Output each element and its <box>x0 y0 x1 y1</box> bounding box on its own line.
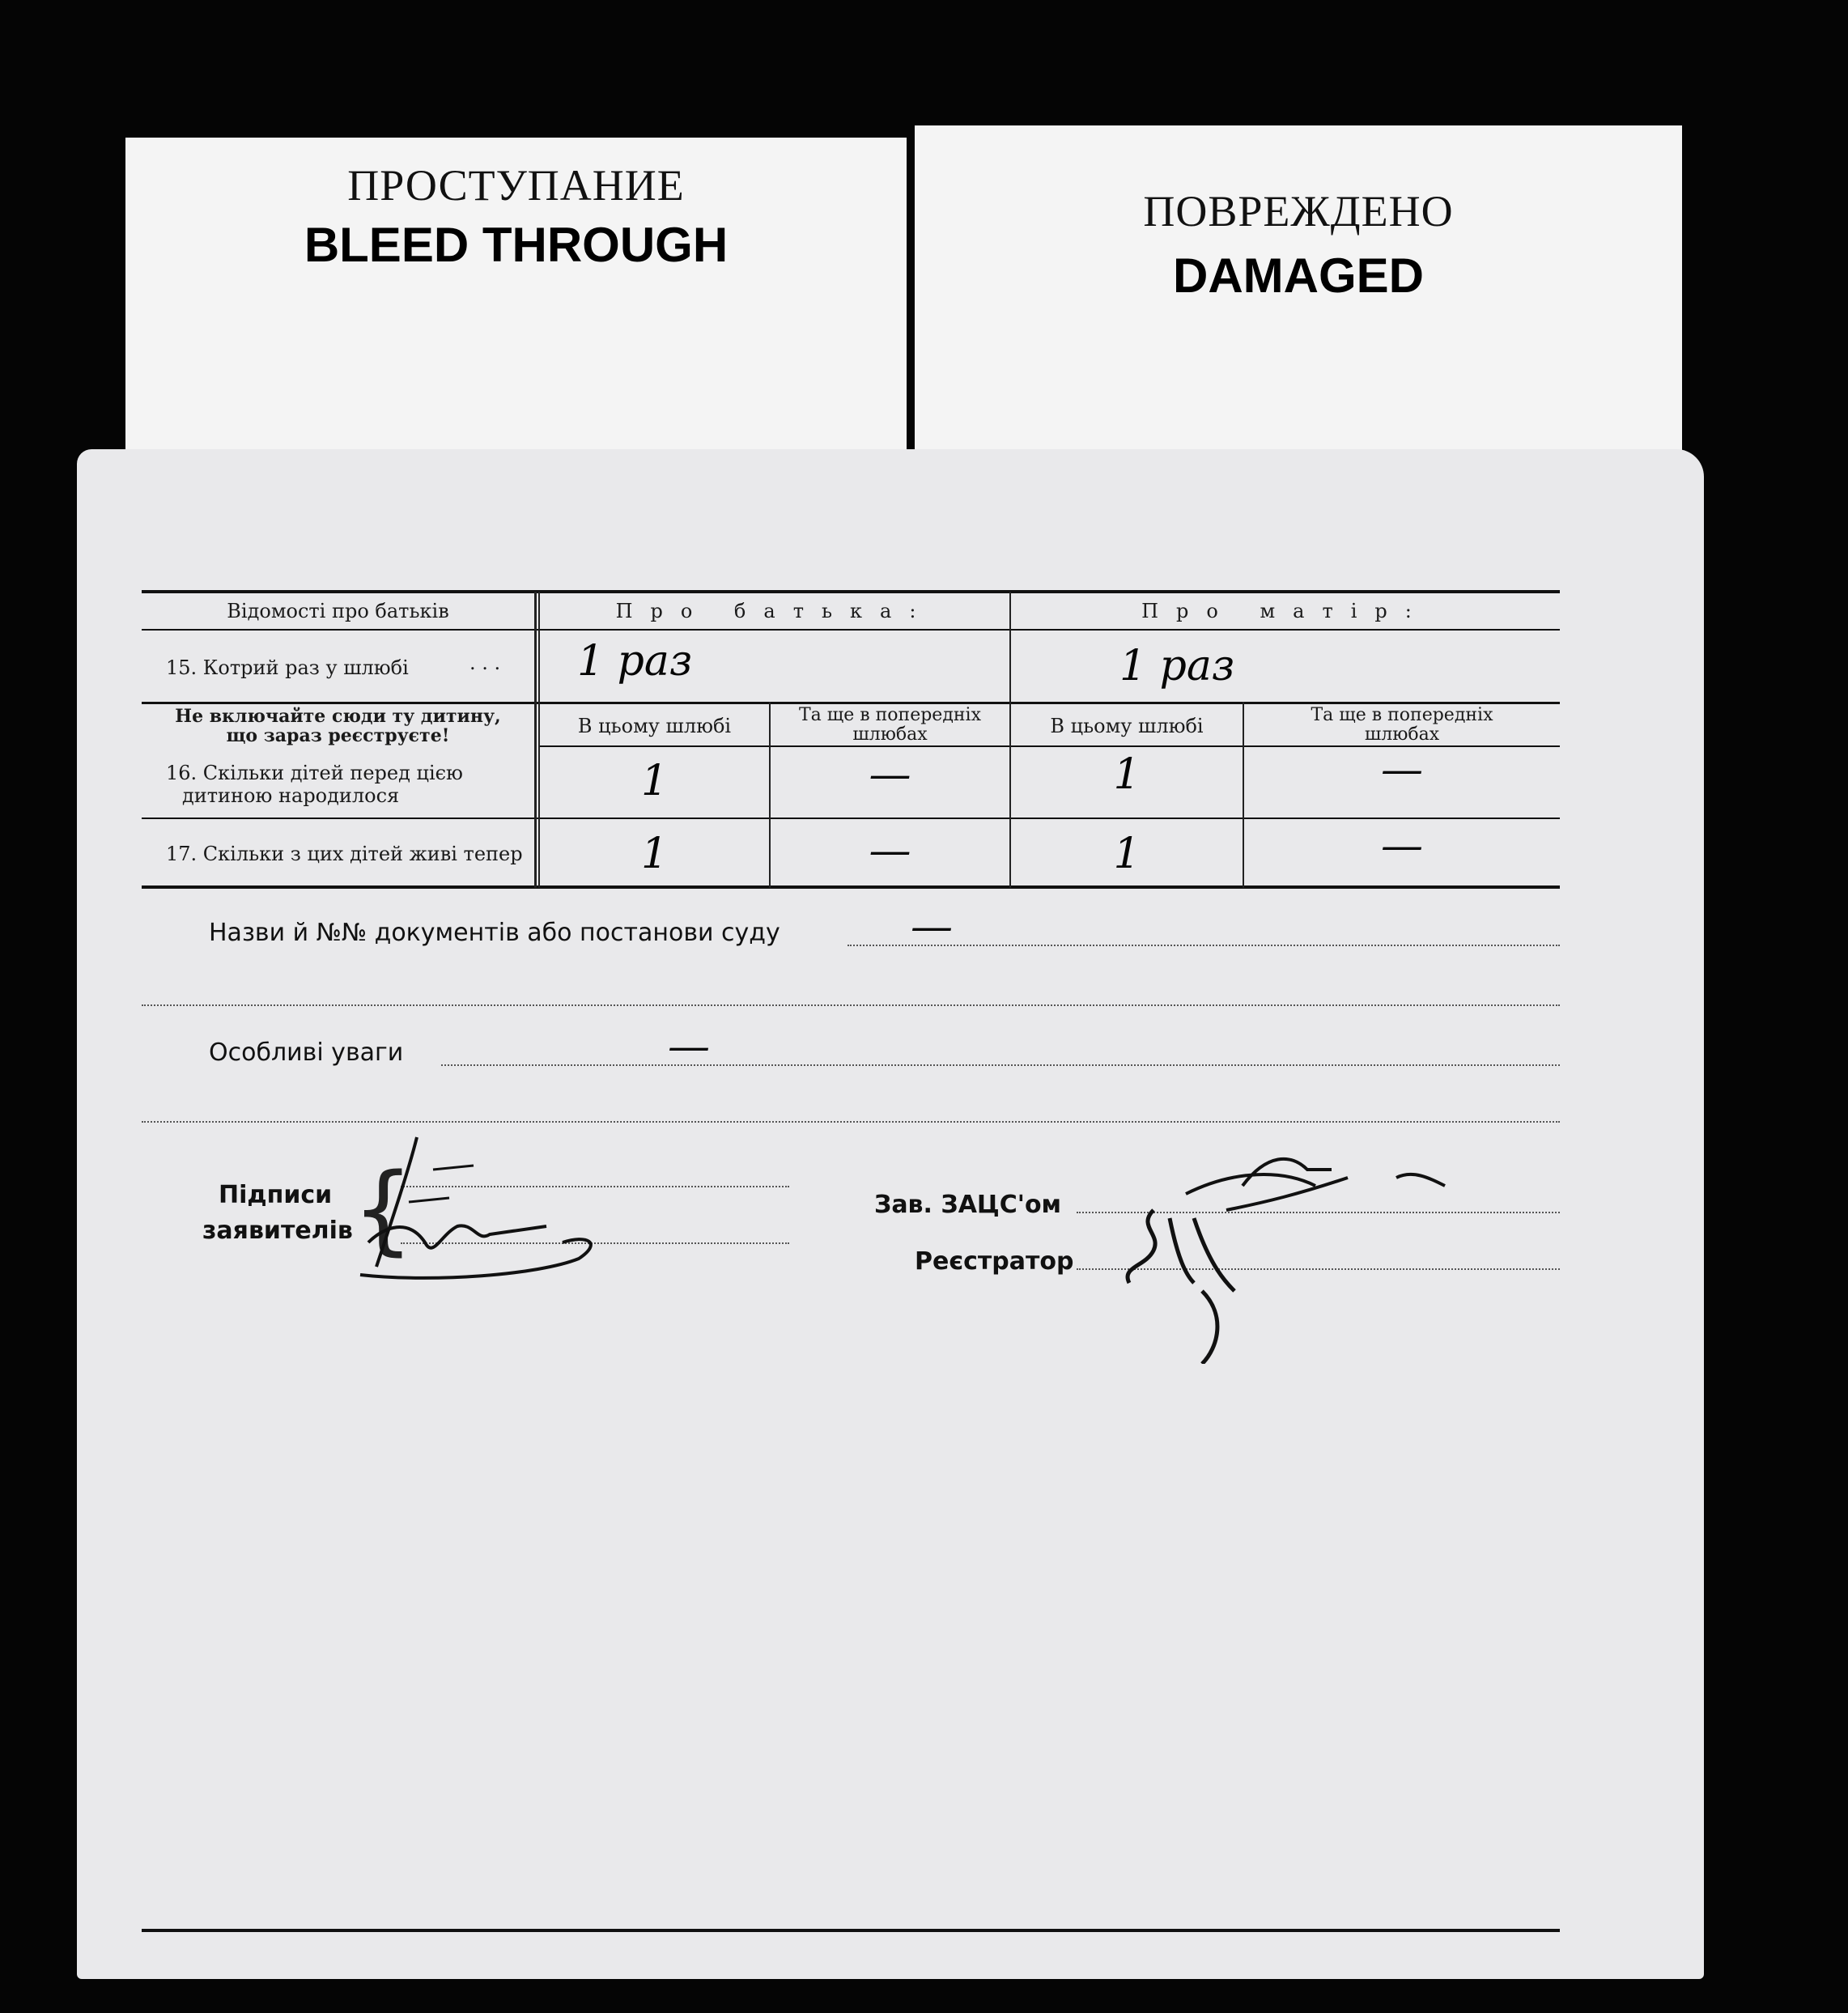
card-label-ru: ПРОСТУПАНИЕ <box>347 161 685 210</box>
sub-prev-mother-line1: Та ще в попередніх <box>1311 705 1493 725</box>
leader-dots: . . . <box>469 652 501 674</box>
applicants-label-line1: Підписи <box>219 1181 333 1209</box>
brace: { <box>352 1153 414 1266</box>
head-label: Зав. ЗАЦС'ом <box>874 1191 1062 1219</box>
card-label-en: DAMAGED <box>1173 248 1424 303</box>
row15-father-value: 1 раз <box>577 637 693 686</box>
table-col-divider <box>534 592 537 888</box>
header-father: Про батька: <box>615 600 934 622</box>
card-label-en: BLEED THROUGH <box>304 218 729 272</box>
registrar-label: Реєстратор <box>915 1247 1074 1276</box>
documents-line2 <box>142 1004 1560 1006</box>
row16-father-this: 1 <box>640 757 669 805</box>
sub-prev-father-line2: шлюбах <box>852 724 928 745</box>
sub-prev-father-line1: Та ще в попередніх <box>799 705 981 725</box>
table-rule <box>142 818 1560 819</box>
row17-father-prev: — <box>869 826 911 875</box>
remarks-value: — <box>668 1022 710 1071</box>
row16-father-prev: — <box>869 750 911 799</box>
applicants-label-line2: заявителів <box>202 1217 353 1245</box>
note-line1: Не включайте сюди ту дитину, <box>175 706 501 727</box>
header-parents: Відомості про батьків <box>227 600 449 622</box>
row17-mother-prev: — <box>1381 822 1423 870</box>
table-bottom-rule <box>142 885 1560 889</box>
row17-label: 17. Скільки з цих дітей живі тепер <box>166 843 523 865</box>
documents-label: Назви й №№ документів або постанови суду <box>209 919 780 947</box>
documents-value: — <box>911 902 953 951</box>
note-line2: що зараз реєструєте! <box>226 725 450 746</box>
sub-prev-mother-line2: шлюбах <box>1364 724 1440 745</box>
document-sheet <box>77 449 1704 1979</box>
documents-line <box>848 945 1560 946</box>
bleed-through-card <box>125 138 907 469</box>
header-mother: Про матір: <box>1141 600 1430 622</box>
damaged-card <box>915 125 1682 469</box>
sub-this-marriage-mother: В цьому шлюбі <box>1050 715 1204 737</box>
table-top-rule <box>142 590 1560 593</box>
row17-mother-this: 1 <box>1113 830 1141 878</box>
row16-label-line2: дитиною народилося <box>182 784 400 807</box>
bottom-rule <box>142 1929 1560 1932</box>
remarks-line <box>441 1064 1560 1066</box>
row17-father-this: 1 <box>640 830 669 878</box>
row15-mother-value: 1 раз <box>1119 642 1235 690</box>
sub-this-marriage-father: В цьому шлюбі <box>577 715 732 737</box>
applicant-signature <box>336 1121 724 1283</box>
row15-label: 15. Котрий раз у шлюбі <box>166 656 409 679</box>
official-signatures <box>1105 1121 1510 1364</box>
remarks-label: Особливі уваги <box>209 1038 404 1067</box>
row16-mother-prev: — <box>1381 745 1423 794</box>
table-rule <box>142 702 1560 704</box>
row16-label-line1: 16. Скільки дітей перед цією <box>166 762 463 784</box>
row16-mother-this: 1 <box>1113 750 1141 799</box>
table-rule <box>142 629 1560 631</box>
card-label-ru: ПОВРЕЖДЕНО <box>1143 187 1454 236</box>
